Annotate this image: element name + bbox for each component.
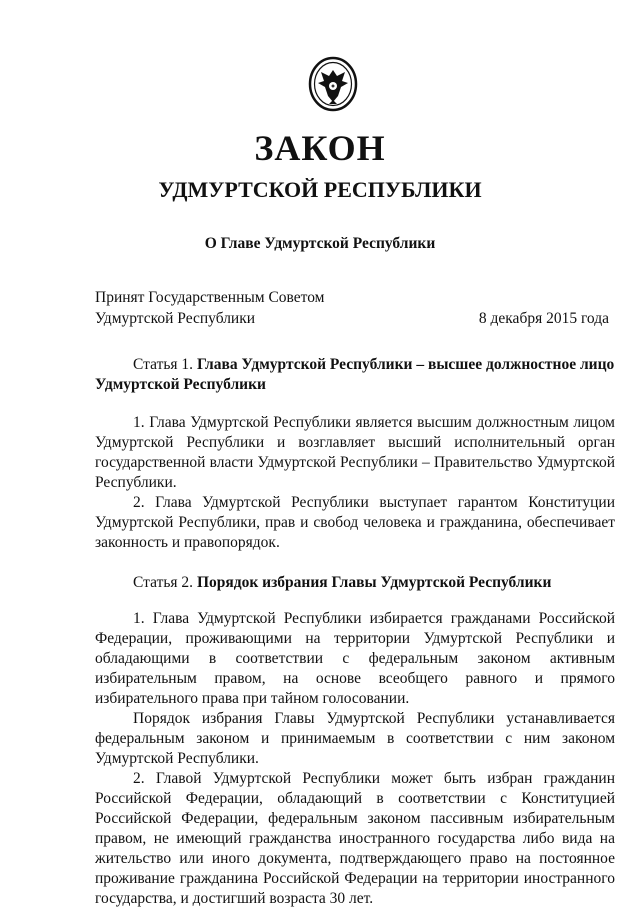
article-1-paragraph-1: 1. Глава Удмуртской Республики является высшим должностным лицом Удмуртской Республики и возглавляет высший исполнительный орган государственной власти Удмуртской Республики – Правительство Удмуртской Республики. xyxy=(95,414,615,491)
document-body xyxy=(95,355,615,909)
adoption-info xyxy=(95,287,615,329)
adoption-date: 8 декабря 2015 года xyxy=(478,310,609,327)
article-2-paragraph-2: Порядок избрания Главы Удмуртской Республики устанавливается федеральным законом и принимаемым в соответствии с ним законом Удмуртской Республики. xyxy=(95,710,615,767)
article-1-paragraph-2: 2. Глава Удмуртской Республики выступает гарантом Конституции Удмуртской Республики, прав и свобод человека и гражданина, обеспечивает законность и правопорядок. xyxy=(95,494,615,551)
article-title: Глава Удмуртской Республики – высшее должностное лицо Удмуртской Республики xyxy=(95,356,615,393)
document-subtitle: УДМУРТСКОЙ РЕСПУБЛИКИ xyxy=(158,177,482,202)
article-1-heading xyxy=(95,355,615,395)
article-2-paragraph-3: 2. Главой Удмуртской Республики может быть избран гражданин Российской Федерации, обладающий в соответствии с Конституцией Российской Федерации, федеральным законом пассивным избирательным правом, не имеющий гражданства иностранного государства либо вида на жительство или иного документа, подтверждающего право на постоянное проживание гражданина Российской Федерации на территории иностранного государства, и достигший возраста 30 лет. xyxy=(95,770,615,907)
law-name: О Главе Удмуртской Республики xyxy=(204,235,436,252)
article-title: Порядок избрания Главы Удмуртской Республики xyxy=(196,574,552,591)
article-number: Статья 1. xyxy=(133,356,194,373)
udmurt-coat-of-arms-icon xyxy=(307,56,359,112)
article-2-paragraph-1: 1. Глава Удмуртской Республики избирается гражданами Российской Федерации, проживающими на территории Удмуртской Республики и обладающими в соответствии с федеральным законом активным избирательным правом, на основе всеобщего равного и прямого избирательного права при тайном голосовании. xyxy=(95,610,615,707)
document-title: ЗАКОН xyxy=(254,128,386,168)
article-number: Статья 2. xyxy=(133,574,194,591)
adoption-line-1: Принят Государственным Советом xyxy=(95,289,325,306)
adoption-line-2: Удмуртской Республики xyxy=(95,310,256,327)
article-2-heading xyxy=(95,573,615,593)
